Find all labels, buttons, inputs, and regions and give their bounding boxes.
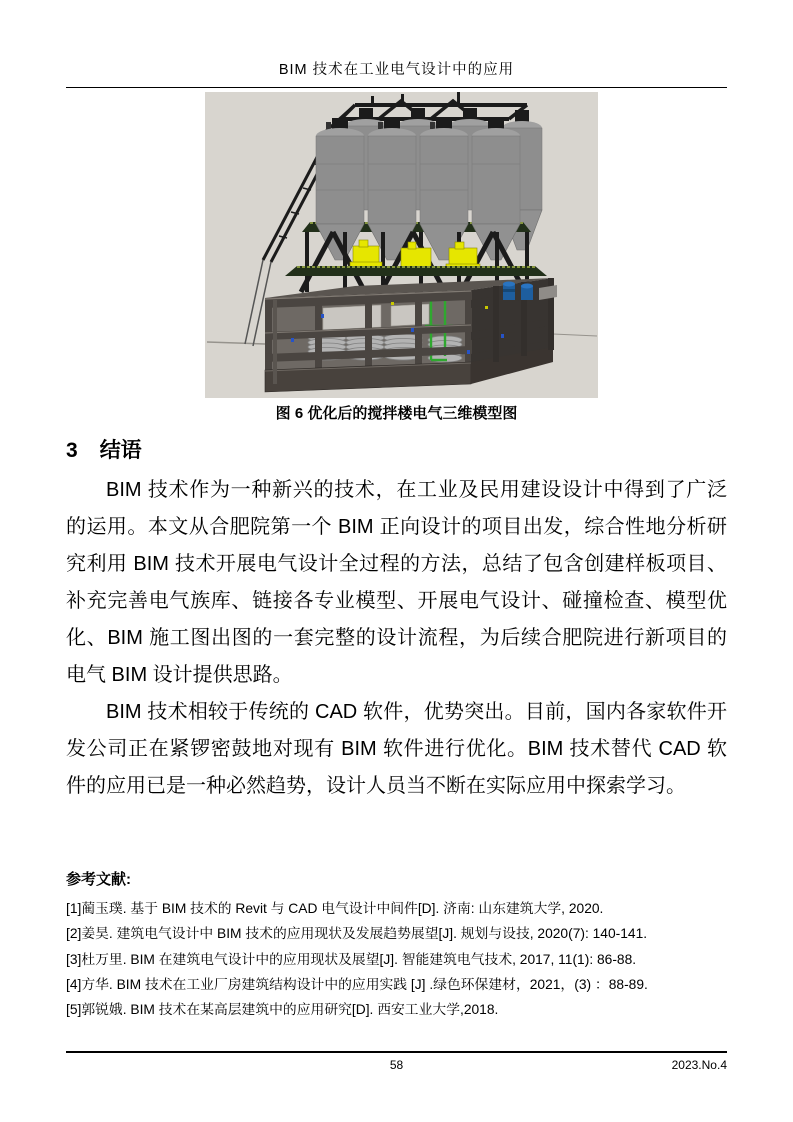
page-number: 58 xyxy=(389,1058,404,1072)
reference-item-1: [1]蔺玉璞. 基于 BIM 技术的 Revit 与 CAD 电气设计中间件[D]. 济南: 山东建筑大学, 2020. xyxy=(66,901,604,916)
issue-label: 2023.No.4 xyxy=(671,1058,727,1072)
page-header xyxy=(66,58,727,88)
figure-bim-3d-model xyxy=(205,92,598,398)
bim-3d-model-rendering xyxy=(205,92,598,398)
paragraph-2: BIM 技术相较于传统的 CAD 软件，优势突出。目前，国内各家软件开发公司正在紧锣密鼓地对现有 BIM 软件进行优化。BIM 技术替代 CAD 软件的应用已是一种必然趋势，设计人员当不断在实际应用中探索学习。 xyxy=(66,701,727,797)
section-heading xyxy=(66,434,142,464)
mixer-platform xyxy=(285,266,547,276)
references-section xyxy=(66,868,731,1022)
section-title: 结语 xyxy=(99,439,142,462)
paragraph-1: BIM 技术作为一种新兴的技术，在工业及民用建设设计中得到了广泛的运用。本文从合肥院第一个 BIM 正向设计的项目出发，综合性地分析研究利用 BIM 技术开展电气设计全过程的方法，总结了包含创建样板项目、补充完善电气族库、链接各专业模型、开展电气设计、碰撞检查、模型优化、BIM 施工图出图的一套完整的设计流程，为后续合肥院进行新项目的电气 BIM 设计提供思路。 xyxy=(66,479,727,686)
reference-item-3: [3]杜万里. BIM 在建筑电气设计中的应用现状及展望[J]. 智能建筑电气技术, 2017, 11(1): 86-88. xyxy=(66,951,637,967)
reference-item-5: [5]郭锐娥. BIM 技术在某高层建筑中的应用研究[D]. 西安工业大学,2018. xyxy=(66,1002,499,1018)
page-footer xyxy=(66,1051,727,1077)
body-text xyxy=(66,472,727,805)
reference-item-4: [4]方华. BIM 技术在工业厂房建筑结构设计中的应用实践 [J] .绿色环保建材，2021，(3) ：88-89. xyxy=(66,976,648,992)
references-heading: 参考文献: xyxy=(66,871,131,888)
running-title: BIM 技术在工业电气设计中的应用 xyxy=(278,62,515,78)
section-number: 3 xyxy=(66,439,78,462)
figure-caption: 图 6 优化后的搅拌楼电气三维模型图 xyxy=(275,405,518,422)
reference-item-2: [2]姜昊. 建筑电气设计中 BIM 技术的应用现状及发展趋势展望[J]. 规划与设技, 2020(7): 140-141. xyxy=(66,926,648,942)
